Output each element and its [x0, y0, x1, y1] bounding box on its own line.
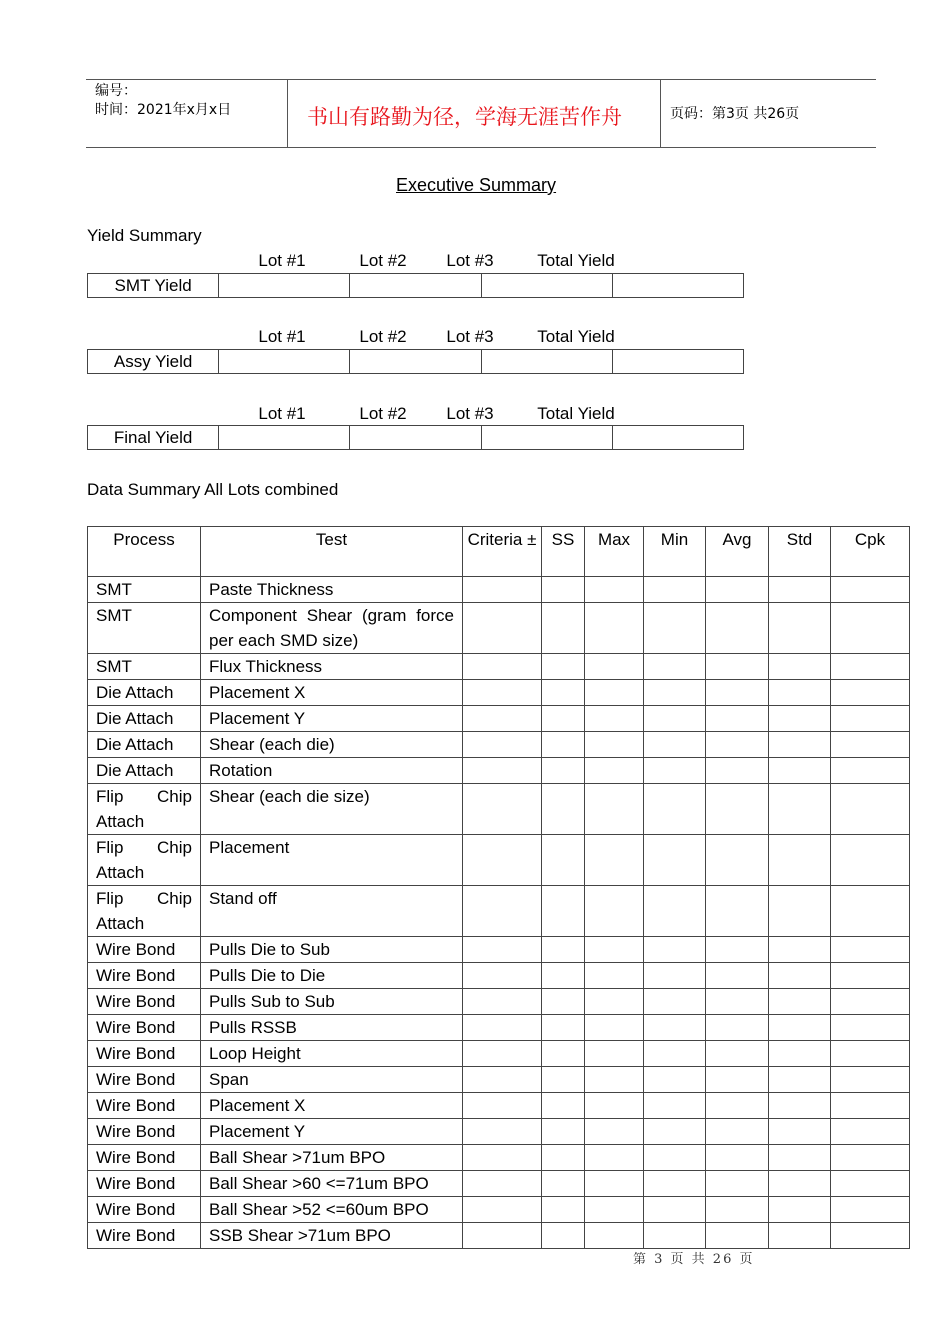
std-cell[interactable]	[769, 963, 831, 989]
total-yield-label: Total Yield	[537, 404, 615, 423]
max-cell[interactable]	[585, 886, 644, 937]
process-cell: Wire Bond	[88, 1197, 201, 1223]
cpk-cell[interactable]	[831, 1197, 910, 1223]
ss-cell[interactable]	[542, 1197, 585, 1223]
avg-cell[interactable]	[706, 886, 769, 937]
std-cell[interactable]	[769, 784, 831, 835]
process-cell: Flip Chip Attach	[88, 835, 201, 886]
table-row	[88, 784, 910, 835]
process-cell: Flip Chip Attach	[88, 886, 201, 937]
lot1-cell[interactable]	[219, 350, 350, 373]
min-cell[interactable]	[644, 886, 706, 937]
process-cell: SMT	[88, 603, 201, 654]
cpk-cell[interactable]	[831, 886, 910, 937]
max-cell[interactable]	[585, 758, 644, 784]
cpk-cell[interactable]	[831, 963, 910, 989]
avg-cell[interactable]	[706, 758, 769, 784]
cpk-cell[interactable]	[831, 1223, 910, 1249]
max-cell[interactable]	[585, 989, 644, 1015]
max-cell[interactable]	[585, 1197, 644, 1223]
lot1-label: Lot #1	[258, 327, 306, 346]
process-cell: Wire Bond	[88, 1067, 201, 1093]
header-divider	[287, 79, 288, 148]
max-cell[interactable]	[585, 706, 644, 732]
table-row	[88, 577, 910, 603]
lot1-cell[interactable]	[219, 274, 350, 297]
test-cell: Shear (each die size)	[201, 784, 463, 835]
table-row	[88, 1171, 910, 1197]
assy-yield-row	[87, 349, 744, 374]
std-cell[interactable]	[769, 1093, 831, 1119]
table-row	[88, 1067, 910, 1093]
min-cell[interactable]	[644, 1197, 706, 1223]
final-yield-label: Final Yield	[88, 426, 219, 449]
avg-cell[interactable]	[706, 732, 769, 758]
cpk-cell[interactable]	[831, 680, 910, 706]
table-row	[88, 758, 910, 784]
cpk-cell[interactable]	[831, 603, 910, 654]
test-cell: Pulls Die to Die	[201, 963, 463, 989]
min-cell[interactable]	[644, 1145, 706, 1171]
max-cell[interactable]	[585, 1119, 644, 1145]
total-yield-cell[interactable]	[613, 426, 743, 449]
table-row	[88, 706, 910, 732]
std-cell[interactable]	[769, 1041, 831, 1067]
std-cell[interactable]	[769, 654, 831, 680]
std-cell[interactable]	[769, 1197, 831, 1223]
cpk-cell[interactable]	[831, 1015, 910, 1041]
std-cell[interactable]	[769, 989, 831, 1015]
column-header: Process	[88, 527, 201, 577]
criteria-cell[interactable]	[463, 1119, 542, 1145]
criteria-cell[interactable]	[463, 1093, 542, 1119]
test-cell: Placement Y	[201, 1119, 463, 1145]
header-divider	[660, 79, 661, 148]
avg-cell[interactable]	[706, 1197, 769, 1223]
column-header: Test	[201, 527, 463, 577]
test-cell: Placement X	[201, 680, 463, 706]
ss-cell[interactable]	[542, 1015, 585, 1041]
min-cell[interactable]	[644, 732, 706, 758]
header-bottom-rule	[86, 147, 876, 148]
cpk-cell[interactable]	[831, 706, 910, 732]
ss-cell[interactable]	[542, 963, 585, 989]
avg-cell[interactable]	[706, 680, 769, 706]
lot3-label: Lot #3	[446, 404, 494, 423]
process-cell: Flip Chip Attach	[88, 784, 201, 835]
cpk-cell[interactable]	[831, 654, 910, 680]
avg-cell[interactable]	[706, 1067, 769, 1093]
avg-cell[interactable]	[706, 1223, 769, 1249]
process-cell: Die Attach	[88, 706, 201, 732]
lot3-cell[interactable]	[482, 274, 613, 297]
cpk-cell[interactable]	[831, 1145, 910, 1171]
table-row	[88, 1197, 910, 1223]
test-cell: Span	[201, 1067, 463, 1093]
process-cell: SMT	[88, 654, 201, 680]
min-cell[interactable]	[644, 963, 706, 989]
min-cell[interactable]	[644, 603, 706, 654]
cpk-cell[interactable]	[831, 732, 910, 758]
cpk-cell[interactable]	[831, 1119, 910, 1145]
column-header: Min	[644, 527, 706, 577]
process-cell: Wire Bond	[88, 1093, 201, 1119]
test-cell: Ball Shear >71um BPO	[201, 1145, 463, 1171]
ss-cell[interactable]	[542, 1093, 585, 1119]
max-cell[interactable]	[585, 732, 644, 758]
min-cell[interactable]	[644, 654, 706, 680]
max-cell[interactable]	[585, 1041, 644, 1067]
lot3-cell[interactable]	[482, 426, 613, 449]
table-row	[88, 680, 910, 706]
smt-yield-row	[87, 273, 744, 298]
avg-cell[interactable]	[706, 784, 769, 835]
table-row	[88, 886, 910, 937]
criteria-cell[interactable]	[463, 1171, 542, 1197]
criteria-cell[interactable]	[463, 1041, 542, 1067]
test-cell: Placement X	[201, 1093, 463, 1119]
table-row	[88, 1093, 910, 1119]
avg-cell[interactable]	[706, 989, 769, 1015]
ss-cell[interactable]	[542, 937, 585, 963]
lot2-cell[interactable]	[350, 350, 481, 373]
table-row	[88, 835, 910, 886]
std-cell[interactable]	[769, 577, 831, 603]
ss-cell[interactable]	[542, 577, 585, 603]
column-header: Cpk	[831, 527, 910, 577]
std-cell[interactable]	[769, 886, 831, 937]
std-cell[interactable]	[769, 1171, 831, 1197]
ss-cell[interactable]	[542, 1041, 585, 1067]
cpk-cell[interactable]	[831, 758, 910, 784]
ss-cell[interactable]	[542, 989, 585, 1015]
min-cell[interactable]	[644, 680, 706, 706]
cpk-cell[interactable]	[831, 1093, 910, 1119]
lot1-cell[interactable]	[219, 426, 350, 449]
test-cell: Stand off	[201, 886, 463, 937]
test-cell: Placement Y	[201, 706, 463, 732]
ss-cell[interactable]	[542, 758, 585, 784]
process-cell: Die Attach	[88, 680, 201, 706]
table-row	[88, 989, 910, 1015]
min-cell[interactable]	[644, 1171, 706, 1197]
process-cell: Wire Bond	[88, 937, 201, 963]
ss-cell[interactable]	[542, 1119, 585, 1145]
test-cell: Shear (each die)	[201, 732, 463, 758]
avg-cell[interactable]	[706, 1119, 769, 1145]
lot2-label: Lot #2	[359, 327, 407, 346]
process-cell: Wire Bond	[88, 989, 201, 1015]
lot3-label: Lot #3	[446, 251, 494, 270]
column-header: Criteria ±	[463, 527, 542, 577]
max-cell[interactable]	[585, 1171, 644, 1197]
cpk-cell[interactable]	[831, 937, 910, 963]
page-footer: 第 3 页 共 26 页	[633, 1252, 755, 1267]
max-cell[interactable]	[585, 835, 644, 886]
column-header: Std	[769, 527, 831, 577]
table-row	[88, 654, 910, 680]
std-cell[interactable]	[769, 732, 831, 758]
std-cell[interactable]	[769, 1223, 831, 1249]
test-cell: Pulls RSSB	[201, 1015, 463, 1041]
max-cell[interactable]	[585, 680, 644, 706]
max-cell[interactable]	[585, 654, 644, 680]
criteria-cell[interactable]	[463, 654, 542, 680]
test-cell: Placement	[201, 835, 463, 886]
min-cell[interactable]	[644, 784, 706, 835]
column-header: SS	[542, 527, 585, 577]
criteria-cell[interactable]	[463, 1197, 542, 1223]
min-cell[interactable]	[644, 758, 706, 784]
test-cell: Pulls Sub to Sub	[201, 989, 463, 1015]
min-cell[interactable]	[644, 989, 706, 1015]
std-cell[interactable]	[769, 706, 831, 732]
ss-cell[interactable]	[542, 654, 585, 680]
process-cell: Wire Bond	[88, 1041, 201, 1067]
max-cell[interactable]	[585, 1223, 644, 1249]
criteria-cell[interactable]	[463, 989, 542, 1015]
ss-cell[interactable]	[542, 1145, 585, 1171]
process-cell: Wire Bond	[88, 1119, 201, 1145]
yield-summary-heading: Yield Summary	[87, 226, 202, 245]
lot3-cell[interactable]	[482, 350, 613, 373]
min-cell[interactable]	[644, 1119, 706, 1145]
process-cell: SMT	[88, 577, 201, 603]
criteria-cell[interactable]	[463, 706, 542, 732]
criteria-cell[interactable]	[463, 963, 542, 989]
max-cell[interactable]	[585, 963, 644, 989]
column-header: Avg	[706, 527, 769, 577]
avg-cell[interactable]	[706, 1145, 769, 1171]
total-yield-label: Total Yield	[537, 251, 615, 270]
min-cell[interactable]	[644, 835, 706, 886]
ss-cell[interactable]	[542, 603, 585, 654]
ss-cell[interactable]	[542, 680, 585, 706]
avg-cell[interactable]	[706, 937, 769, 963]
std-cell[interactable]	[769, 1145, 831, 1171]
avg-cell[interactable]	[706, 603, 769, 654]
criteria-cell[interactable]	[463, 1015, 542, 1041]
test-cell: Paste Thickness	[201, 577, 463, 603]
test-cell: SSB Shear >71um BPO	[201, 1223, 463, 1249]
page-info: 页码：第3页 共26页	[670, 106, 800, 122]
ss-cell[interactable]	[542, 784, 585, 835]
data-summary-heading: Data Summary All Lots combined	[87, 480, 339, 499]
avg-cell[interactable]	[706, 1041, 769, 1067]
total-yield-cell[interactable]	[613, 274, 743, 297]
cpk-cell[interactable]	[831, 835, 910, 886]
std-cell[interactable]	[769, 835, 831, 886]
std-cell[interactable]	[769, 1119, 831, 1145]
criteria-cell[interactable]	[463, 680, 542, 706]
criteria-cell[interactable]	[463, 1223, 542, 1249]
column-header: Max	[585, 527, 644, 577]
lot1-label: Lot #1	[258, 251, 306, 270]
avg-cell[interactable]	[706, 1093, 769, 1119]
min-cell[interactable]	[644, 1015, 706, 1041]
min-cell[interactable]	[644, 1093, 706, 1119]
criteria-cell[interactable]	[463, 732, 542, 758]
total-yield-cell[interactable]	[613, 350, 743, 373]
ss-cell[interactable]	[542, 886, 585, 937]
cpk-cell[interactable]	[831, 577, 910, 603]
process-cell: Die Attach	[88, 732, 201, 758]
lot3-label: Lot #3	[446, 327, 494, 346]
table-row	[88, 732, 910, 758]
criteria-cell[interactable]	[463, 886, 542, 937]
std-cell[interactable]	[769, 1015, 831, 1041]
min-cell[interactable]	[644, 1041, 706, 1067]
ss-cell[interactable]	[542, 1223, 585, 1249]
std-cell[interactable]	[769, 680, 831, 706]
test-cell: Ball Shear >52 <=60um BPO	[201, 1197, 463, 1223]
table-row	[88, 1145, 910, 1171]
criteria-cell[interactable]	[463, 1145, 542, 1171]
min-cell[interactable]	[644, 1223, 706, 1249]
table-header-row	[88, 527, 910, 577]
table-row	[88, 1223, 910, 1249]
table-row	[88, 937, 910, 963]
min-cell[interactable]	[644, 577, 706, 603]
smt-yield-label: SMT Yield	[88, 274, 219, 297]
cpk-cell[interactable]	[831, 989, 910, 1015]
avg-cell[interactable]	[706, 1015, 769, 1041]
process-cell: Die Attach	[88, 758, 201, 784]
ss-cell[interactable]	[542, 1067, 585, 1093]
assy-yield-label: Assy Yield	[88, 350, 219, 373]
avg-cell[interactable]	[706, 654, 769, 680]
lot2-cell[interactable]	[350, 274, 481, 297]
criteria-cell[interactable]	[463, 577, 542, 603]
table-row	[88, 1041, 910, 1067]
max-cell[interactable]	[585, 603, 644, 654]
test-cell: Flux Thickness	[201, 654, 463, 680]
avg-cell[interactable]	[706, 577, 769, 603]
ss-cell[interactable]	[542, 732, 585, 758]
table-row	[88, 1015, 910, 1041]
test-cell: Loop Height	[201, 1041, 463, 1067]
min-cell[interactable]	[644, 706, 706, 732]
cpk-cell[interactable]	[831, 1041, 910, 1067]
total-yield-label: Total Yield	[537, 327, 615, 346]
document-number-label: 编号：	[95, 83, 137, 99]
ss-cell[interactable]	[542, 835, 585, 886]
criteria-cell[interactable]	[463, 835, 542, 886]
process-cell: Wire Bond	[88, 1145, 201, 1171]
std-cell[interactable]	[769, 758, 831, 784]
min-cell[interactable]	[644, 1067, 706, 1093]
cpk-cell[interactable]	[831, 1067, 910, 1093]
table-row	[88, 603, 910, 654]
document-date: 时间：2021年x月x日	[95, 102, 232, 118]
test-cell: Pulls Die to Sub	[201, 937, 463, 963]
max-cell[interactable]	[585, 1015, 644, 1041]
min-cell[interactable]	[644, 937, 706, 963]
std-cell[interactable]	[769, 937, 831, 963]
ss-cell[interactable]	[542, 706, 585, 732]
cpk-cell[interactable]	[831, 1171, 910, 1197]
lot2-label: Lot #2	[359, 404, 407, 423]
process-cell: Wire Bond	[88, 1223, 201, 1249]
max-cell[interactable]	[585, 784, 644, 835]
data-summary-table	[87, 526, 910, 1249]
process-cell: Wire Bond	[88, 1015, 201, 1041]
std-cell[interactable]	[769, 1067, 831, 1093]
std-cell[interactable]	[769, 603, 831, 654]
test-cell: Rotation	[201, 758, 463, 784]
max-cell[interactable]	[585, 1145, 644, 1171]
avg-cell[interactable]	[706, 835, 769, 886]
table-row	[88, 963, 910, 989]
criteria-cell[interactable]	[463, 603, 542, 654]
criteria-cell[interactable]	[463, 758, 542, 784]
lot1-label: Lot #1	[258, 404, 306, 423]
header-top-rule	[86, 79, 876, 80]
test-cell: Ball Shear >60 <=71um BPO	[201, 1171, 463, 1197]
max-cell[interactable]	[585, 1067, 644, 1093]
max-cell[interactable]	[585, 1093, 644, 1119]
avg-cell[interactable]	[706, 1171, 769, 1197]
avg-cell[interactable]	[706, 963, 769, 989]
table-row	[88, 1119, 910, 1145]
test-cell: Component Shear (gram force per each SMD size)	[201, 603, 463, 654]
ss-cell[interactable]	[542, 1171, 585, 1197]
cpk-cell[interactable]	[831, 784, 910, 835]
max-cell[interactable]	[585, 937, 644, 963]
process-cell: Wire Bond	[88, 1171, 201, 1197]
header-motto: 书山有路勤为径，学海无涯苦作舟	[307, 105, 622, 129]
page-title: Executive Summary	[396, 175, 557, 195]
final-yield-row	[87, 425, 744, 450]
criteria-cell[interactable]	[463, 1067, 542, 1093]
lot2-label: Lot #2	[359, 251, 407, 270]
criteria-cell[interactable]	[463, 937, 542, 963]
lot2-cell[interactable]	[350, 426, 481, 449]
max-cell[interactable]	[585, 577, 644, 603]
avg-cell[interactable]	[706, 706, 769, 732]
process-cell: Wire Bond	[88, 963, 201, 989]
criteria-cell[interactable]	[463, 784, 542, 835]
